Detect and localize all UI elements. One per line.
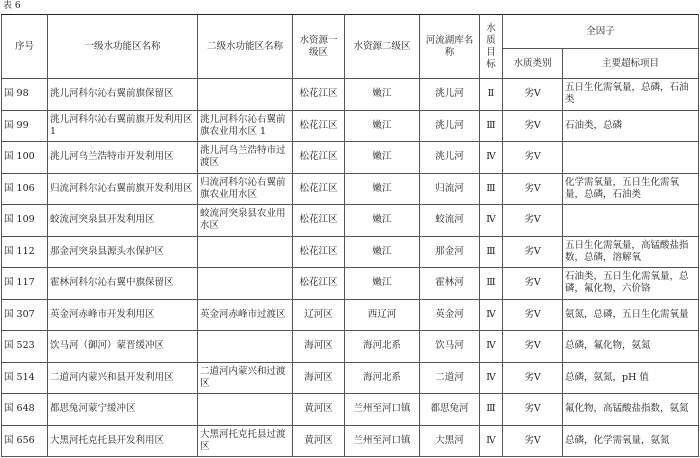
row-id: 国 112 [2,236,48,268]
row-main-exceed [563,205,699,237]
row-water-resource-1: 黄河区 [293,394,345,426]
row-water-resource-2: 嫩江 [345,79,420,111]
row-quality-class: 劣Ⅴ [503,173,563,205]
row-water-resource-1: 松花江区 [293,268,345,300]
header-quality-class: 水质类别 [503,49,563,79]
row-water-resource-2: 海河北系 [345,362,420,394]
row-river-name: 那金河 [420,236,480,268]
row-water-resource-2: 嫩江 [345,173,420,205]
row-water-resource-2: 兰州至河口镇 [345,425,420,457]
row-river-name: 英金河 [420,299,480,331]
row-level2-zone: 洮儿河科尔沁右翼前旗农业用水区 1 [198,110,293,142]
table-caption: 表 6 [3,1,21,11]
header-river-lake: 河流湖库名称 [420,15,480,79]
row-quality-class: 劣Ⅴ [503,299,563,331]
row-main-exceed: 五日生化需氧量，总磷，石油类 [563,79,699,111]
row-quality-target: Ⅳ [480,425,503,457]
table-row [2,299,699,331]
row-main-exceed: 总磷，化学需氧量，氨氮 [563,425,699,457]
row-water-resource-2: 兰州至河口镇 [345,394,420,426]
row-quality-target: Ⅲ [480,394,503,426]
row-level1-zone: 归流河科尔沁右翼前旗开发利用区 [48,173,198,205]
row-level2-zone: 英金河赤峰市过渡区 [198,299,293,331]
row-water-resource-2: 西辽河 [345,299,420,331]
row-river-name: 都思兔河 [420,394,480,426]
row-river-name: 蛟流河 [420,205,480,237]
table-row [2,268,699,300]
row-quality-target: Ⅳ [480,205,503,237]
header-quality-target: 水质目标 [480,15,503,79]
header-all-factors: 全因子 [503,15,699,49]
row-water-resource-1: 松花江区 [293,142,345,174]
row-main-exceed: 氟化物，高锰酸盐指数，氨氮 [563,394,699,426]
row-water-resource-2: 嫩江 [345,268,420,300]
row-level2-zone [198,236,293,268]
row-main-exceed: 总磷，氟化物，氨氮 [563,331,699,363]
row-level2-zone: 蛟流河突泉县农业用水区 [198,205,293,237]
row-water-resource-2: 海河北系 [345,331,420,363]
row-level2-zone: 二道河内蒙兴和过渡区 [198,362,293,394]
row-level2-zone [198,79,293,111]
row-quality-target: Ⅲ [480,173,503,205]
table-row [2,142,699,174]
row-quality-class: 劣Ⅴ [503,362,563,394]
row-water-resource-2: 嫩江 [345,142,420,174]
row-level1-zone: 蛟流河突泉县开发利用区 [48,205,198,237]
row-level2-zone [198,331,293,363]
row-quality-target: Ⅳ [480,362,503,394]
row-water-resource-2: 嫩江 [345,236,420,268]
row-quality-class: 劣Ⅴ [503,79,563,111]
row-main-exceed: 石油类，总磷 [563,110,699,142]
row-level1-zone: 都思兔河蒙宁缓冲区 [48,394,198,426]
row-level1-zone: 洮儿河科尔沁右翼前旗保留区 [48,79,198,111]
row-main-exceed: 总磷，氨氮，pH 值 [563,362,699,394]
header-water-resource-2: 水资源二级区 [345,15,420,79]
row-level2-zone: 洮儿河乌兰浩特市过渡区 [198,142,293,174]
row-quality-class: 劣Ⅴ [503,110,563,142]
row-level1-zone: 英金河赤峰市开发利用区 [48,299,198,331]
row-level2-zone: 归流河科尔沁右翼前旗农业用水区 [198,173,293,205]
row-level2-zone [198,268,293,300]
row-river-name: 洮儿河 [420,142,480,174]
row-main-exceed [563,142,699,174]
row-level1-zone: 大黑河托克托县开发利用区 [48,425,198,457]
row-main-exceed: 五日生化需氧量，高锰酸盐指数，总磷，溶解氧 [563,236,699,268]
row-level1-zone: 二道河内蒙兴和县开发利用区 [48,362,198,394]
row-level1-zone: 霍林河科尔沁右翼中旗保留区 [48,268,198,300]
header-level2-zone: 二级水功能区名称 [198,15,293,79]
table-row [2,394,699,426]
header-seq: 序号 [2,15,48,79]
header-main-exceed: 主要超标项目 [563,49,699,79]
row-main-exceed: 石油类，五日生化需氧量，总磷，氟化物，六价铬 [563,268,699,300]
row-river-name: 洮儿河 [420,79,480,111]
row-quality-class: 劣Ⅴ [503,425,563,457]
row-id: 国 656 [2,425,48,457]
row-water-resource-1: 海河区 [293,362,345,394]
row-id: 国 514 [2,362,48,394]
row-water-resource-1: 海河区 [293,331,345,363]
row-quality-target: Ⅳ [480,299,503,331]
row-river-name: 霍林河 [420,268,480,300]
row-quality-target: Ⅳ [480,331,503,363]
row-water-resource-2: 嫩江 [345,110,420,142]
row-water-resource-1: 辽河区 [293,299,345,331]
row-level1-zone: 饮马河（御河）蒙晋缓冲区 [48,331,198,363]
row-water-resource-1: 松花江区 [293,110,345,142]
row-id: 国 648 [2,394,48,426]
row-id: 国 100 [2,142,48,174]
row-id: 国 117 [2,268,48,300]
row-water-resource-1: 松花江区 [293,79,345,111]
row-level2-zone [198,394,293,426]
row-water-resource-2: 嫩江 [345,205,420,237]
table-row [2,205,699,237]
row-river-name: 洮儿河 [420,110,480,142]
row-id: 国 307 [2,299,48,331]
row-water-resource-1: 黄河区 [293,425,345,457]
row-id: 国 523 [2,331,48,363]
row-river-name: 二道河 [420,362,480,394]
row-quality-target: Ⅳ [480,142,503,174]
row-quality-target: Ⅲ [480,268,503,300]
table-row [2,173,699,205]
table-row [2,236,699,268]
row-water-resource-1: 松花江区 [293,205,345,237]
row-id: 国 109 [2,205,48,237]
row-level2-zone: 大黑河托克托县过渡区 [198,425,293,457]
row-main-exceed: 氨氮，总磷，五日生化需氧量 [563,299,699,331]
row-quality-class: 劣Ⅴ [503,236,563,268]
table-row [2,331,699,363]
row-quality-class: 劣Ⅴ [503,268,563,300]
row-river-name: 大黑河 [420,425,480,457]
header-water-resource-1: 水资源一级区 [293,15,345,79]
table-row [2,110,699,142]
row-quality-class: 劣Ⅴ [503,205,563,237]
row-quality-target: Ⅲ [480,110,503,142]
water-function-zone-table [1,14,699,457]
row-id: 国 106 [2,173,48,205]
row-river-name: 饮马河 [420,331,480,363]
row-quality-class: 劣Ⅴ [503,142,563,174]
table-row [2,425,699,457]
table-row [2,362,699,394]
row-river-name: 归流河 [420,173,480,205]
row-level1-zone: 那金河突泉县源头水保护区 [48,236,198,268]
row-level1-zone: 洮儿河科尔沁右翼前旗开发利用区 1 [48,110,198,142]
row-id: 国 98 [2,79,48,111]
row-water-resource-1: 松花江区 [293,236,345,268]
row-main-exceed: 化学需氧量，五日生化需氧量，总磷，石油类 [563,173,699,205]
row-quality-class: 劣Ⅴ [503,394,563,426]
row-quality-class: 劣Ⅴ [503,331,563,363]
table-row [2,79,699,111]
row-quality-target: Ⅱ [480,79,503,111]
header-level1-zone: 一级水功能区名称 [48,15,198,79]
row-id: 国 99 [2,110,48,142]
row-level1-zone: 洮儿河乌兰浩特市开发利用区 [48,142,198,174]
row-water-resource-1: 松花江区 [293,173,345,205]
row-quality-target: Ⅲ [480,236,503,268]
